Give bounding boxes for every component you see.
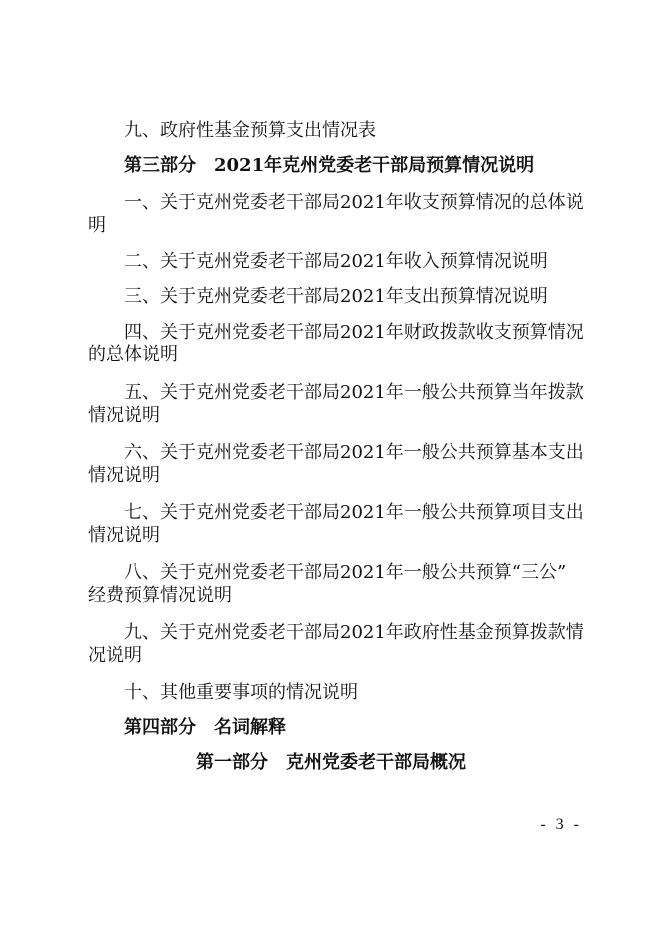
page-number: - 3 -	[540, 816, 582, 833]
toc-item-8-line-2: 经费预算情况说明	[88, 585, 232, 606]
section-heading: 第一部分 克州党委老干部局概况	[196, 752, 466, 773]
toc-part-three-heading: 第三部分 2021年克州党委老干部局预算情况说明	[124, 155, 535, 176]
toc-item-2: 二、关于克州党委老干部局2021年收入预算情况说明	[124, 251, 548, 272]
toc-item-government-fund-table: 九、政府性基金预算支出情况表	[124, 120, 376, 141]
toc-item-1-line-1: 一、关于克州党委老干部局2021年收支预算情况的总体说	[124, 192, 584, 213]
toc-item-5-line-1: 五、关于克州党委老干部局2021年一般公共预算当年拨款	[124, 382, 584, 403]
toc-item-3: 三、关于克州党委老干部局2021年支出预算情况说明	[124, 286, 548, 307]
toc-item-5-line-2: 情况说明	[88, 405, 160, 426]
toc-item-9-line-2: 况说明	[88, 645, 142, 666]
toc-item-10: 十、其他重要事项的情况说明	[124, 682, 358, 703]
toc-item-1-line-2: 明	[88, 215, 106, 236]
toc-item-4-line-2: 的总体说明	[88, 344, 178, 365]
toc-item-7-line-1: 七、关于克州党委老干部局2021年一般公共预算项目支出	[124, 502, 584, 523]
toc-item-7-line-2: 情况说明	[88, 525, 160, 546]
toc-item-8-line-1: 八、关于克州党委老干部局2021年一般公共预算“三公”	[124, 562, 567, 583]
toc-item-6-line-2: 情况说明	[88, 465, 160, 486]
toc-part-four-heading: 第四部分 名词解释	[124, 717, 286, 738]
toc-item-4-line-1: 四、关于克州党委老干部局2021年财政拨款收支预算情况	[124, 322, 584, 343]
toc-item-9-line-1: 九、关于克州党委老干部局2021年政府性基金预算拨款情	[124, 622, 584, 643]
toc-item-6-line-1: 六、关于克州党委老干部局2021年一般公共预算基本支出	[124, 442, 584, 463]
